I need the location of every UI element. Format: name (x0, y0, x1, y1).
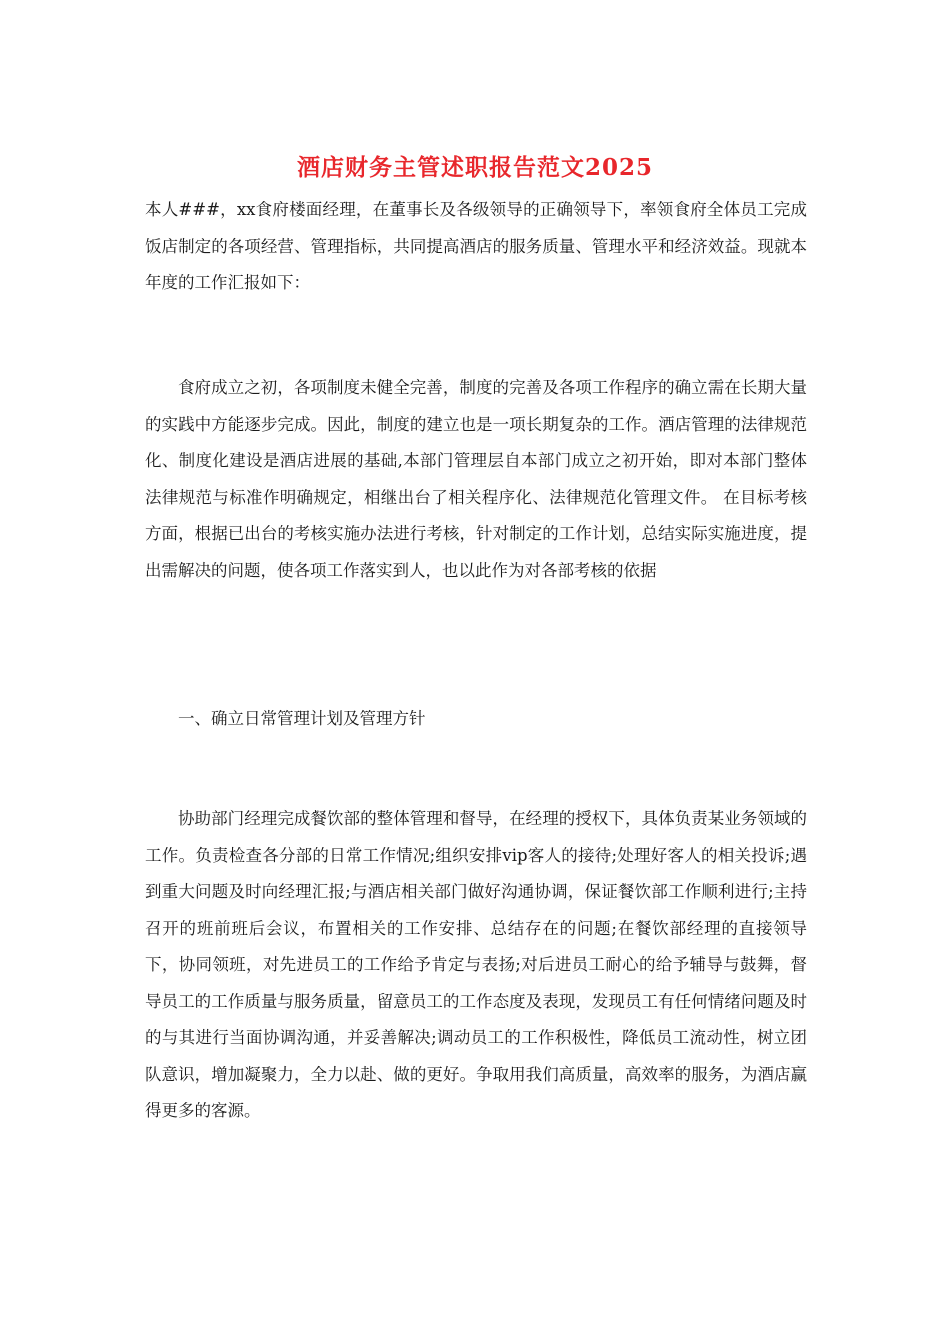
document-title: 酒店财务主管述职报告范文2025 (296, 154, 653, 181)
intro-paragraph: 本人###，xx食府楼面经理，在董事长及各级领导的正确领导下，率领食府全体员工完成饭店制定的各项经营、管理指标，共同提高酒店的服务质量、管理水平和经济效益。现就本年度的工作汇报如下： (145, 200, 807, 292)
section-heading-1: 一、确立日常管理计划及管理方针 (178, 709, 426, 728)
body-paragraph-1: 食府成立之初，各项制度未健全完善，制度的完善及各项工作程序的确立需在长期大量的实践中方能逐步完成。因此，制度的建立也是一项长期复杂的工作。酒店管理的法律规范化、制度化建设是酒店进展的基础,本部门管理层自本部门成立之初开始，即对本部门整体法律规范与标准作明确规定，相继出台了相关程序化、法律规范化管理文件。 在目标考核方面，根据已出台的考核实施办法进行考核，针对制定的工作计划，总结实际实施进度，提出需解决的问题，使各项工作落实到人，也以此作为对各部考核的依据 (145, 378, 807, 580)
body-paragraph-2: 协助部门经理完成餐饮部的整体管理和督导，在经理的授权下，具体负责某业务领域的工作。负责检查各分部的日常工作情况;组织安排vip客人的接待;处理好客人的相关投诉;遇到重大问题及时向经理汇报;与酒店相关部门做好沟通协调，保证餐饮部工作顺利进行;主持召开的班前班后会议，布置相关的工作安排、总结存在的问题;在餐饮部经理的直接领导下，协同领班，对先进员工的工作给予肯定与表扬;对后进员工耐心的给予辅导与鼓舞，督导员工的工作质量与服务质量，留意员工的工作态度及表现，发现员工有任何情绪问题及时的与其进行当面协调沟通，并妥善解决;调动员工的工作积极性，降低员工流动性，树立团队意识，增加凝聚力，全力以赴、做的更好。争取用我们高质量，高效率的服务，为酒店赢得更多的客源。 (145, 809, 807, 1120)
